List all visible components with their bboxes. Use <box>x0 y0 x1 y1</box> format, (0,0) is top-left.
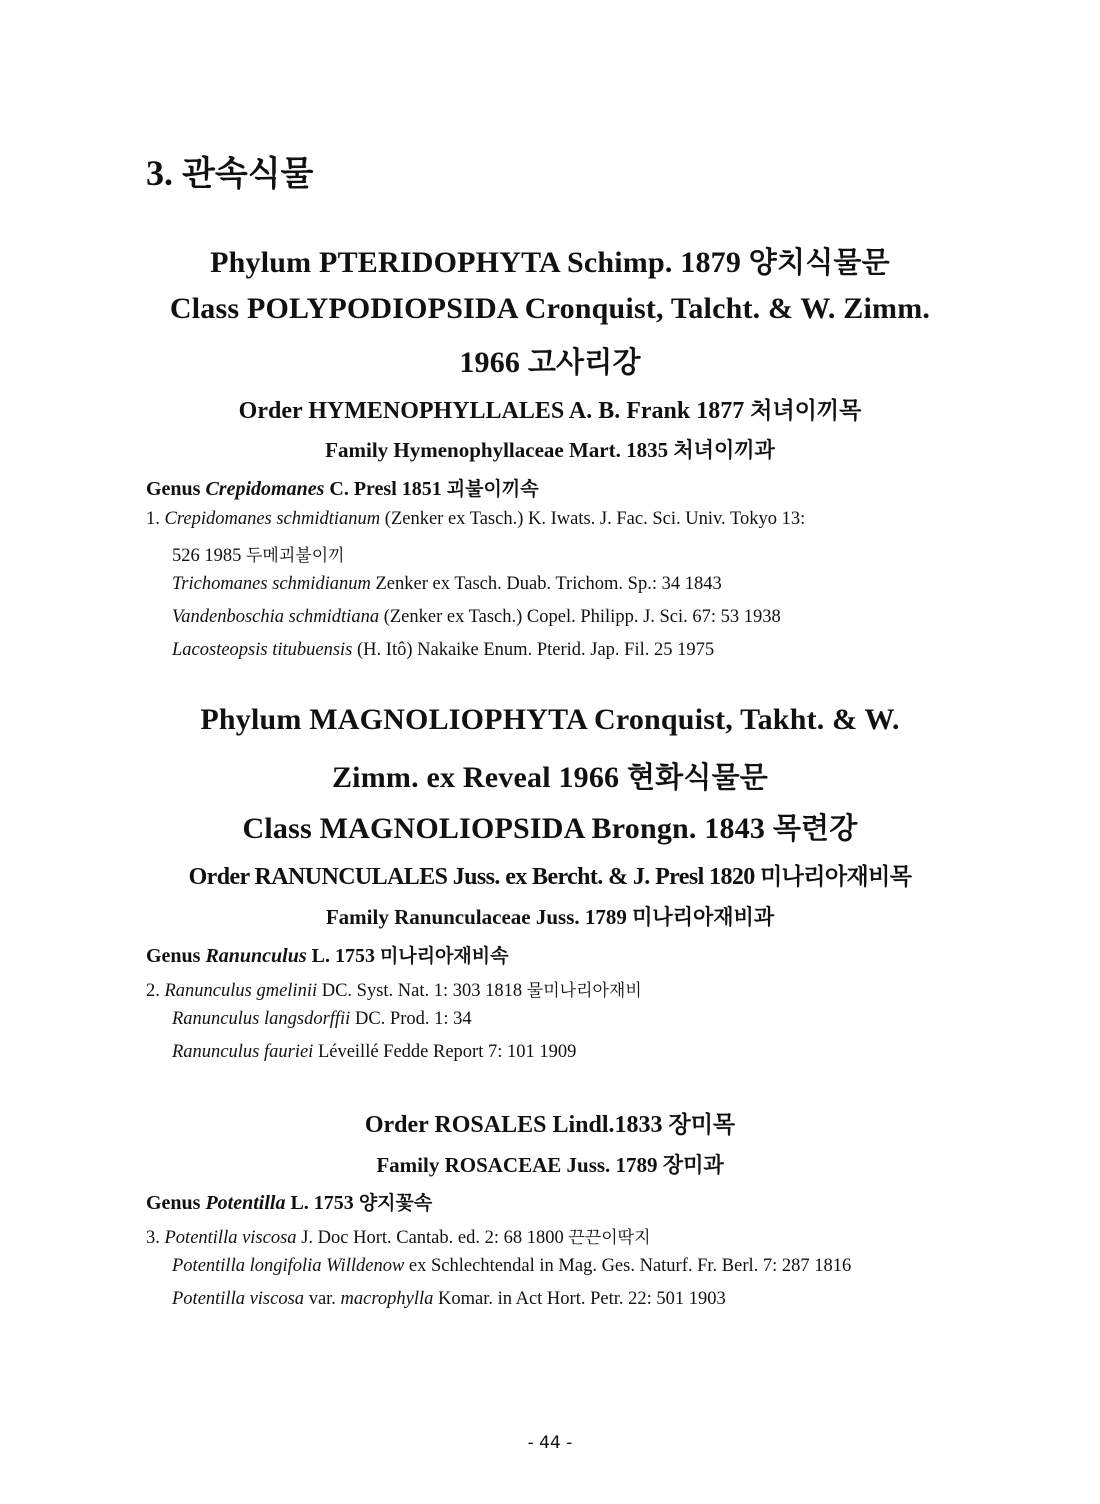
species-korean: 끈끈이딱지 <box>568 1228 651 1248</box>
species-entry-1-cont <box>172 541 345 567</box>
family-ranunculaceae-heading <box>0 901 1100 931</box>
synonym-citation: (Zenker ex Tasch.) Copel. Philipp. J. Sci. 67: 53 1938 <box>383 607 781 627</box>
order-korean: 미나리아재비목 <box>760 864 912 890</box>
synonym-variety-name: macrophylla <box>340 1289 434 1309</box>
synonym-name: Ranunculus fauriei <box>172 1042 314 1062</box>
genus-korean: 미나리아재비속 <box>379 945 509 967</box>
species-citation: (Zenker ex Tasch.) K. Iwats. J. Fac. Sci. Univ. Tokyo 13: <box>384 509 806 529</box>
genus-prefix: Genus <box>146 478 201 500</box>
synonym-line <box>172 607 781 628</box>
synonym-line <box>172 1289 726 1310</box>
order-rosales-heading <box>0 1106 1100 1139</box>
synonym-line <box>172 1042 576 1063</box>
phylum-korean: 현화식물문 <box>626 760 769 794</box>
synonym-name: Lacosteopsis titubuensis <box>172 640 353 660</box>
phylum-korean: 양치식물문 <box>748 245 890 279</box>
order-latin: Order ROSALES Lindl.1833 <box>364 1112 663 1138</box>
genus-author: L. 1753 <box>290 1192 354 1214</box>
species-name: Crepidomanes schmidtianum <box>164 509 381 529</box>
phylum-magnoliophyta-heading <box>0 703 1100 737</box>
class-polypodiopsida-heading-line2 <box>0 340 1100 381</box>
synonym-name: Vandenboschia schmidtiana <box>172 607 380 627</box>
family-latin: Family Hymenophyllaceae Mart. 1835 <box>325 438 669 462</box>
entry-number: 2. <box>146 981 160 1001</box>
section-title-ko: 관속식물 <box>182 154 314 194</box>
entry-number: 1. <box>146 509 160 529</box>
genus-ranunculus-heading <box>146 941 508 968</box>
species-entry-3 <box>146 1223 651 1249</box>
species-korean: 물미나리아재비 <box>526 981 642 1001</box>
page-number: - 44 - <box>527 1433 573 1453</box>
synonym-line <box>172 1256 851 1277</box>
section-number: 3. <box>146 153 173 193</box>
family-korean: 장미과 <box>662 1153 724 1177</box>
synonym-line <box>172 640 714 661</box>
genus-korean: 괴불이끼속 <box>446 478 539 500</box>
phylum-magnoliophyta-heading-line2 <box>0 755 1100 796</box>
synonym-citation: Komar. in Act Hort. Petr. 22: 501 1903 <box>438 1289 726 1309</box>
order-latin: Order RANUNCULALES Juss. ex Bercht. & J. Presl 1820 <box>188 864 755 890</box>
synonym-name: Trichomanes schmidianum <box>172 574 371 594</box>
genus-author: C. Presl 1851 <box>329 478 442 500</box>
order-ranunculales-heading <box>0 858 1100 891</box>
species-name: Ranunculus gmelinii <box>164 981 318 1001</box>
synonym-citation: DC. Prod. 1: 34 <box>354 1009 472 1029</box>
species-korean: 두메괴불이끼 <box>246 546 345 566</box>
species-citation: DC. Syst. Nat. 1: 303 1818 <box>321 981 523 1001</box>
species-entry-2 <box>146 976 642 1002</box>
species-name: Potentilla viscosa <box>164 1228 297 1248</box>
genus-author: L. 1753 <box>311 945 375 967</box>
synonym-citation: Zenker ex Tasch. Duab. Trichom. Sp.: 34 1843 <box>375 574 722 594</box>
order-korean: 처녀이끼목 <box>750 398 862 424</box>
synonym-author: Willdenow <box>326 1256 405 1276</box>
phylum-latin: Phylum PTERIDOPHYTA Schimp. 1879 <box>210 246 742 279</box>
synonym-citation: (H. Itô) Nakaike Enum. Pterid. Jap. Fil. 25 1975 <box>357 640 715 660</box>
section-title <box>146 146 313 195</box>
genus-name: Ranunculus <box>205 945 307 967</box>
class-polypodiopsida-heading <box>0 292 1100 326</box>
synonym-name: Potentilla viscosa <box>172 1289 305 1309</box>
phylum-latin: Phylum MAGNOLIOPHYTA Cronquist, Takht. & W. <box>200 703 900 736</box>
species-citation: J. Doc Hort. Cantab. ed. 2: 68 1800 <box>301 1228 564 1248</box>
genus-potentilla-heading <box>146 1188 432 1215</box>
synonym-rank: var. <box>308 1289 336 1309</box>
entry-number: 3. <box>146 1228 160 1248</box>
order-korean: 장미목 <box>668 1112 736 1138</box>
genus-prefix: Genus <box>146 1192 201 1214</box>
synonym-citation: ex Schlechtendal in Mag. Ges. Naturf. Fr. Berl. 7: 287 1816 <box>408 1256 852 1276</box>
phylum-latin-cont: Zimm. ex Reveal 1966 <box>331 761 620 794</box>
order-latin: Order HYMENOPHYLLALES A. B. Frank 1877 <box>238 398 745 424</box>
species-entry-1 <box>146 509 805 530</box>
genus-name: Crepidomanes <box>205 478 325 500</box>
family-latin: Family ROSACEAE Juss. 1789 <box>376 1153 658 1177</box>
genus-prefix: Genus <box>146 945 201 967</box>
phylum-pteridophyta-heading <box>0 240 1100 281</box>
class-korean: 목련강 <box>772 811 858 845</box>
family-korean: 처녀이끼과 <box>673 438 775 462</box>
genus-name: Potentilla <box>205 1192 286 1214</box>
synonym-citation: Léveillé Fedde Report 7: 101 1909 <box>317 1042 577 1062</box>
class-latin: Class POLYPODIOPSIDA Cronquist, Talcht. & W. Zimm. <box>169 292 931 325</box>
genus-korean: 양지꽃속 <box>358 1192 433 1214</box>
class-latin: Class MAGNOLIOPSIDA Brongn. 1843 <box>242 812 766 845</box>
class-korean: 고사리강 <box>527 345 641 379</box>
synonym-name: Potentilla longifolia <box>172 1256 322 1276</box>
family-latin: Family Ranunculaceae Juss. 1789 <box>325 905 627 929</box>
family-rosaceae-heading <box>0 1149 1100 1179</box>
synonym-line <box>172 574 722 595</box>
order-hymenophyllales-heading <box>0 392 1100 425</box>
synonym-line <box>172 1009 472 1030</box>
species-citation-cont: 526 1985 <box>172 546 242 566</box>
class-year: 1966 <box>459 346 521 379</box>
synonym-name: Ranunculus langsdorffii <box>172 1009 351 1029</box>
family-korean: 미나리아재비과 <box>632 905 775 929</box>
class-magnoliopsida-heading <box>0 806 1100 847</box>
genus-crepidomanes-heading <box>146 474 539 501</box>
family-hymenophyllaceae-heading <box>0 434 1100 464</box>
